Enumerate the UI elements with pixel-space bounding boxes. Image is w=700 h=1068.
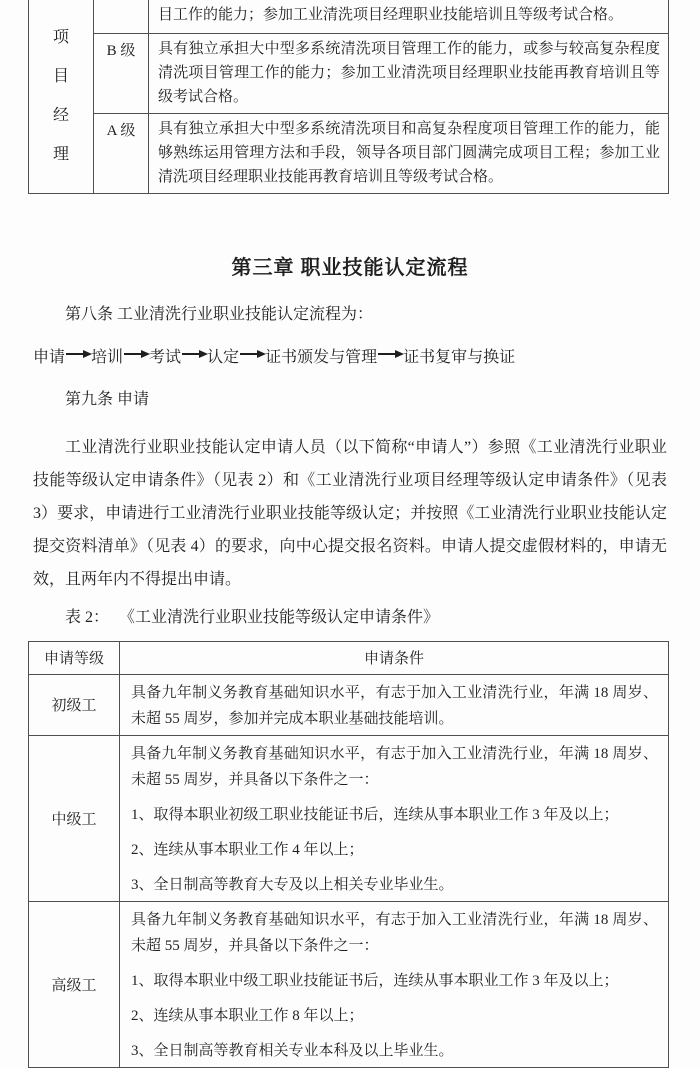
column-header-level: 申请等级 xyxy=(29,641,120,674)
arrow-right-icon xyxy=(182,353,206,355)
grade-desc-cell: 具有独立承担大中型多系统清洗项目管理工作的能力，或参与较高复杂程度清洗项目管理工作的能力；参加工业清洗项目经理职业技能再教育培训且等级考试合格。 xyxy=(149,33,669,113)
application-paragraph: 工业清洗行业职业技能认定申请人员（以下简称“申请人”）参照《工业清洗行业职业技能等级认定申请条件》（见表 2）和《工业清洗行业项目经理等级认定申请条件》（见表 3）要求，申请进行工业清洗行业职业技能等级认定；并按照《工业清洗行业职业技能认定提交资料清单》（见表 4）的要求，向中心提交报名资料。申请人提交虚假材料的，申请无效，且两年内不得提出申请。 xyxy=(33,438,667,588)
conditions-cell xyxy=(120,674,669,735)
grade-level-cell: B 级 xyxy=(94,33,149,113)
table2-caption xyxy=(33,607,667,629)
application-conditions-table xyxy=(28,641,669,1068)
flow-step: 认定 xyxy=(207,348,240,366)
flow-step: 证书复审与换证 xyxy=(403,348,516,366)
table-row xyxy=(29,113,669,193)
grade-level-cell xyxy=(94,0,149,33)
condition-text: 2、连续从事本职业工作 8 年以上； xyxy=(131,1007,364,1024)
vertical-header-char: 目 xyxy=(52,68,69,86)
flow-step: 申请 xyxy=(33,348,66,366)
certification-process-flow xyxy=(33,344,667,367)
table-header-row xyxy=(29,641,669,674)
arrow-right-icon xyxy=(66,353,90,355)
column-header-conditions: 申请条件 xyxy=(120,641,669,674)
condition-text: 1、取得本职业中级工职业技能证书后，连续从事本职业工作 3 年及以上； xyxy=(131,972,619,989)
table-row-senior xyxy=(29,901,669,1067)
flow-step: 考试 xyxy=(149,348,182,366)
grade-desc-cell: 目工作的能力；参加工业清洗项目经理职业技能培训且等级考试合格。 xyxy=(149,0,669,33)
project-manager-grade-table xyxy=(28,0,669,194)
article-8: 第八条 工业清洗行业职业技能认定流程为： xyxy=(65,305,374,323)
table-row-junior xyxy=(29,674,669,735)
vertical-header-project-manager xyxy=(29,0,94,193)
document-body xyxy=(0,251,700,629)
vertical-header-char: 理 xyxy=(52,146,69,164)
condition-text: 具备九年制义务教育基础知识水平，有志于加入工业清洗行业，年满 18 周岁、未超 55 周岁，参加并完成本职业基础技能培训。 xyxy=(131,684,658,727)
flow-step: 证书颁发与管理 xyxy=(265,348,378,366)
chapter-heading: 第三章 职业技能认定流程 xyxy=(231,256,469,279)
arrow-right-icon xyxy=(378,353,402,355)
condition-text: 3、全日制高等教育大专及以上相关专业毕业生。 xyxy=(131,876,454,893)
conditions-cell xyxy=(120,735,669,901)
vertical-header-char: 经 xyxy=(52,107,69,125)
vertical-header-char: 项 xyxy=(52,29,69,47)
flow-step: 培训 xyxy=(91,348,124,366)
grade-desc-cell: 具有独立承担大中型多系统清洗项目和高复杂程度项目管理工作的能力，能够熟练运用管理方法和手段，领导各项目部门圆满完成项目工程；参加工业清洗项目经理职业技能再教育培训且等级考试合格。 xyxy=(149,113,669,193)
table2-caption-label: 表 2： xyxy=(65,608,110,626)
article-9: 第九条 申请 xyxy=(65,390,150,408)
level-cell: 初级工 xyxy=(29,674,120,735)
condition-text: 具备九年制义务教育基础知识水平，有志于加入工业清洗行业，年满 18 周岁、未超 55 周岁，并具备以下条件之一： xyxy=(131,745,658,788)
arrow-right-icon xyxy=(124,353,148,355)
arrow-right-icon xyxy=(240,353,264,355)
table2-caption-title: 《工业清洗行业职业技能等级认定申请条件》 xyxy=(127,608,440,626)
table-row xyxy=(29,33,669,113)
conditions-cell xyxy=(120,901,669,1067)
condition-text: 3、全日制高等教育相关专业本科及以上毕业生。 xyxy=(131,1042,454,1059)
grade-level-cell: A 级 xyxy=(94,113,149,193)
condition-text: 2、连续从事本职业工作 4 年以上； xyxy=(131,841,364,858)
condition-text: 1、取得本职业初级工职业技能证书后，连续从事本职业工作 3 年及以上； xyxy=(131,806,619,823)
condition-text: 具备九年制义务教育基础知识水平，有志于加入工业清洗行业，年满 18 周岁、未超 55 周岁，并具备以下条件之一： xyxy=(131,911,658,954)
level-cell: 中级工 xyxy=(29,735,120,901)
table-row-intermediate xyxy=(29,735,669,901)
table-row xyxy=(29,0,669,33)
level-cell: 高级工 xyxy=(29,901,120,1067)
